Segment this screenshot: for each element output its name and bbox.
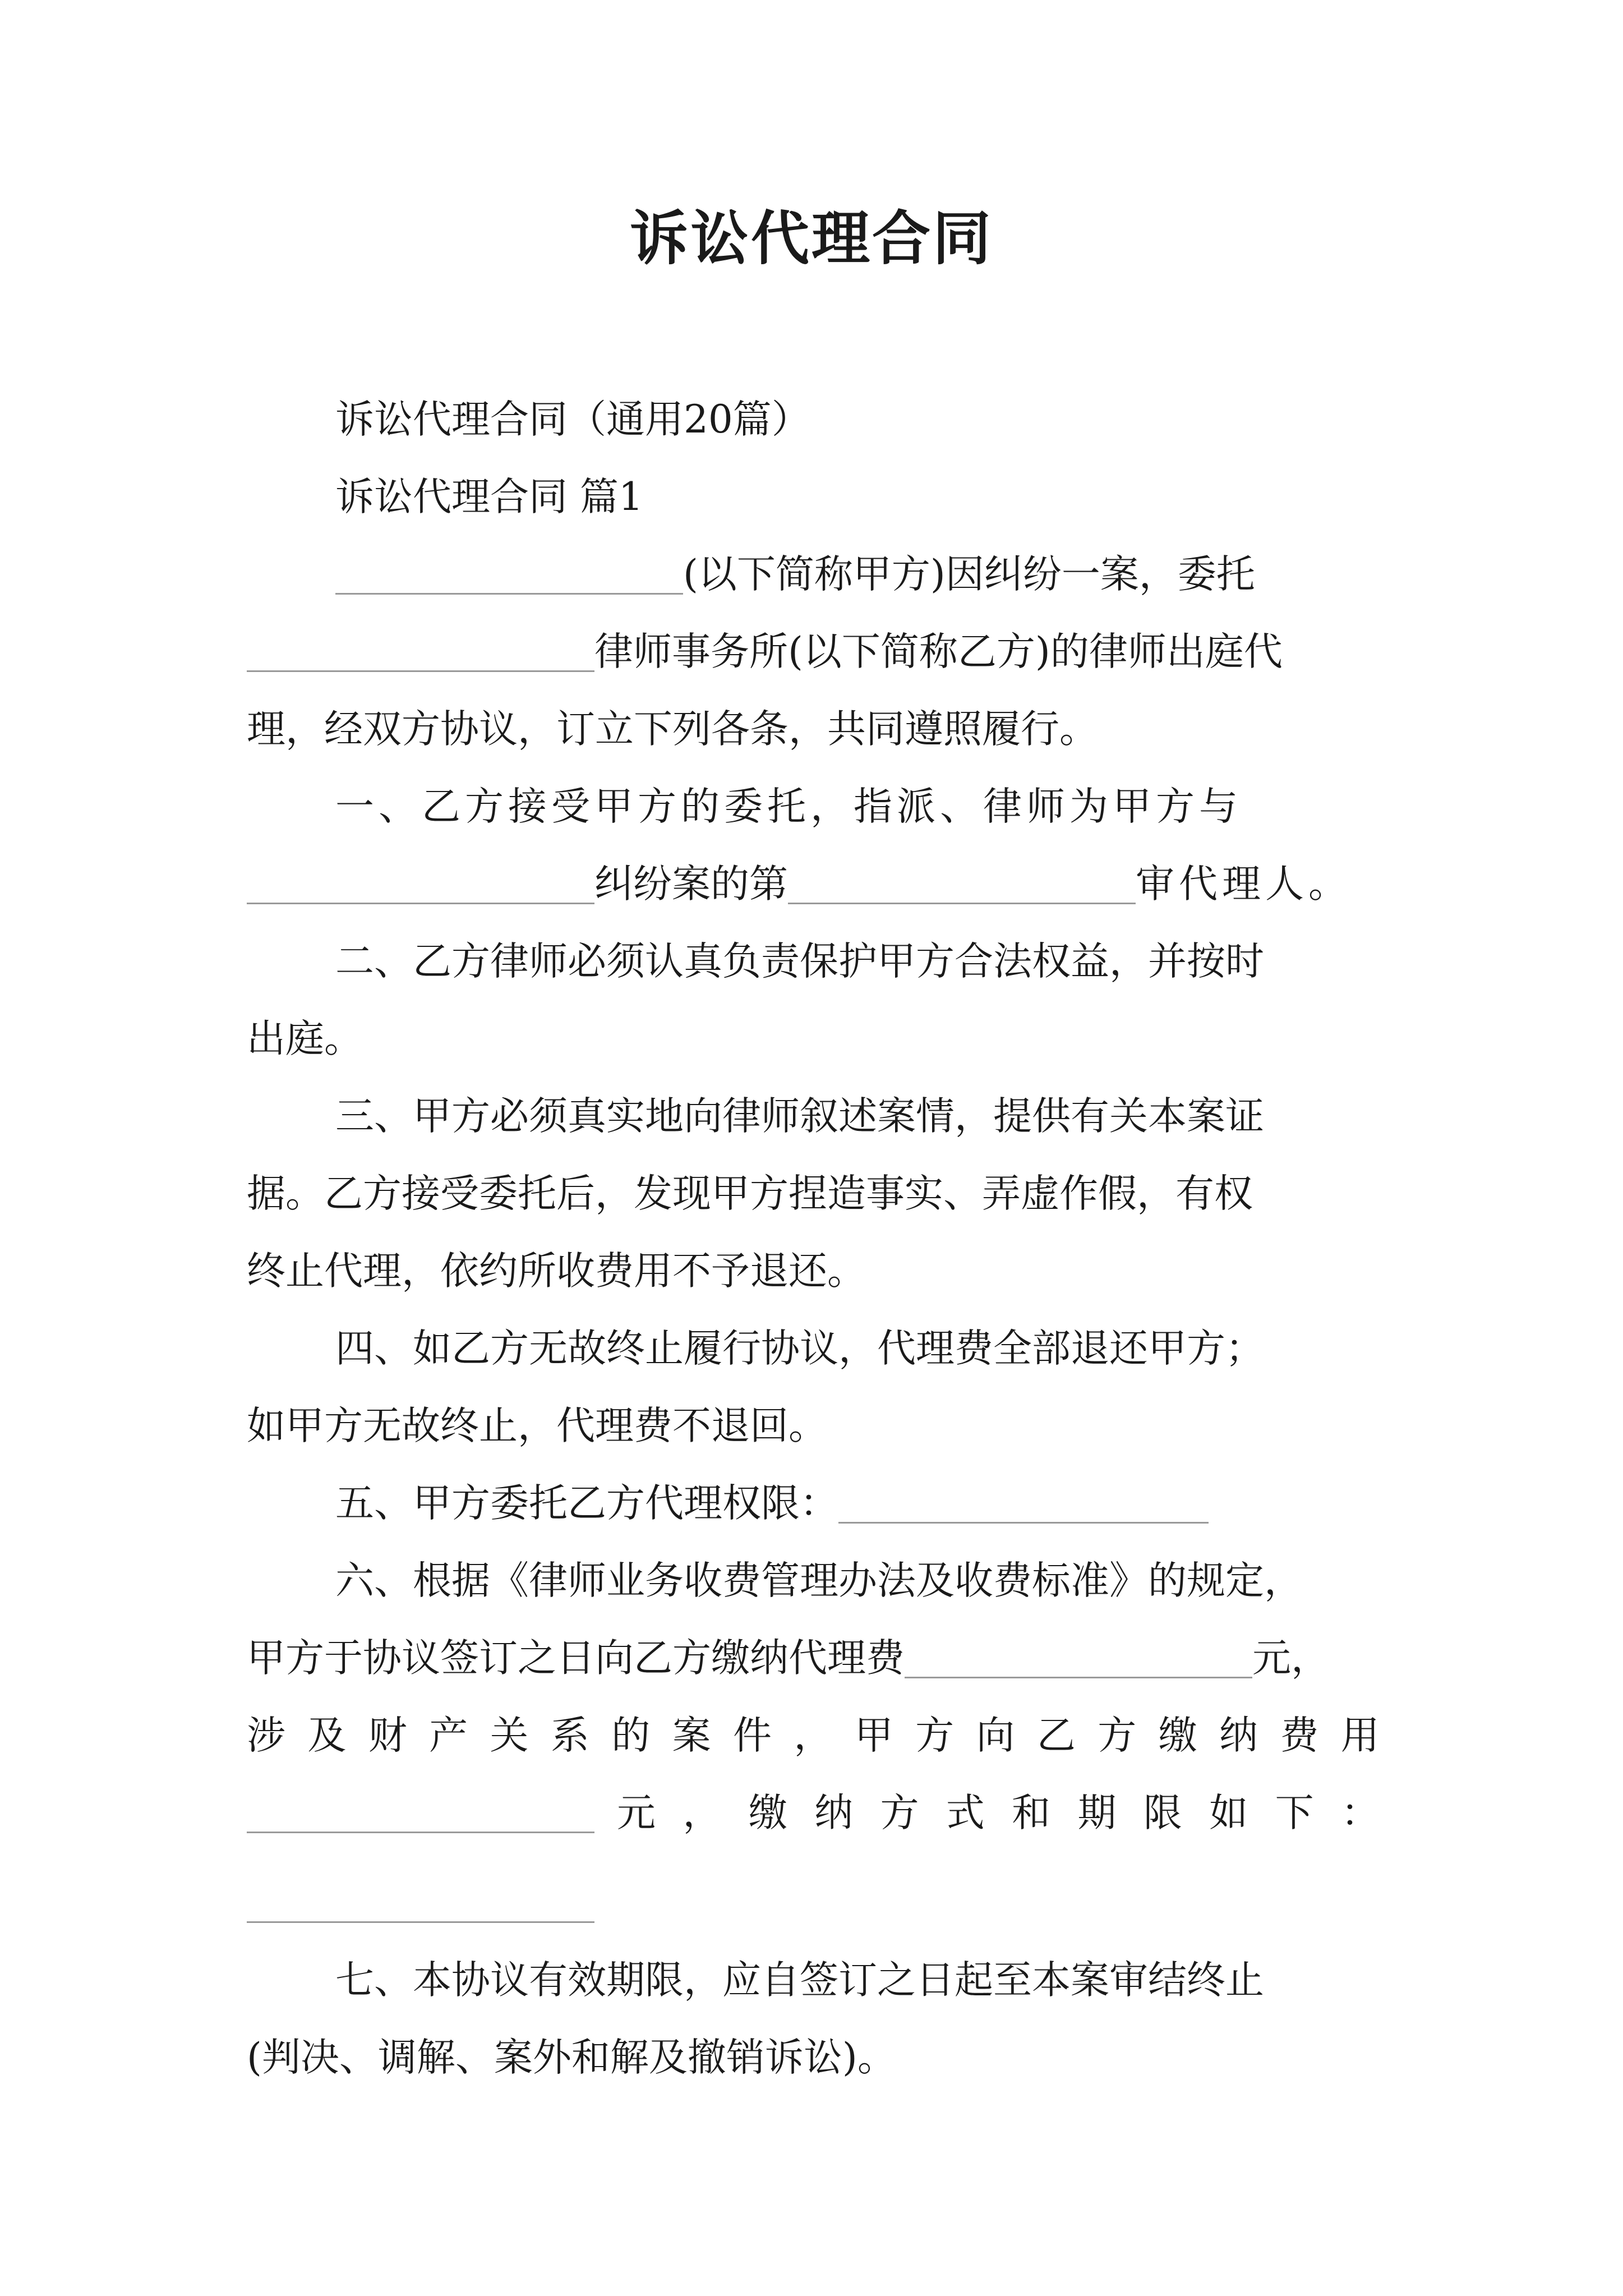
article-6-text-a: 六、根据《律师业务收费管理办法及收费标准》的规定， <box>335 1558 1303 1603</box>
article-1-text-b1: 纠纷案的第 <box>594 862 788 907</box>
article-5-line <box>247 1454 1380 1531</box>
justified-char: 方 <box>915 1713 955 1758</box>
justified-char: 的 <box>611 1713 651 1758</box>
article-2-line-2 <box>247 990 1380 1067</box>
justified-char: 方 <box>1098 1713 1137 1758</box>
section-heading: 诉讼代理合同 篇1 <box>335 475 643 519</box>
article-3-line-2 <box>247 1144 1380 1222</box>
article-6-payment-terms <box>617 1785 1380 1841</box>
justified-char: 下 <box>1275 1791 1314 1835</box>
justified-char: 件 <box>733 1713 772 1758</box>
justified-char: 向 <box>976 1713 1015 1758</box>
justified-char: 财 <box>368 1713 407 1758</box>
authority-scope-blank <box>838 1490 1209 1524</box>
article-3-line-3 <box>247 1222 1380 1299</box>
intro-text-b: 律师事务所(以下简称乙方)的律师出庭代 <box>594 629 1283 674</box>
subtitle: 诉讼代理合同（通用20篇） <box>335 397 810 442</box>
article-6-line-5 <box>247 1841 1380 1931</box>
opposing-party-blank <box>247 871 594 904</box>
article-7-line-1 <box>247 1931 1380 2008</box>
article-6-line-3 <box>247 1686 1380 1764</box>
intro-text-a: (以下简称甲方)因纠纷一案，委托 <box>683 552 1255 597</box>
article-2-line-1 <box>247 912 1380 990</box>
justified-char: 和 <box>1012 1791 1051 1835</box>
justified-char: 用 <box>1340 1713 1380 1758</box>
justified-char: 纳 <box>1219 1713 1258 1758</box>
article-7-line-2 <box>247 2008 1380 2086</box>
justified-char: 关 <box>490 1713 529 1758</box>
justified-char: ： <box>1340 1791 1380 1835</box>
justified-char: 方 <box>880 1791 919 1835</box>
justified-char: ， <box>683 1791 722 1835</box>
article-2-text-b: 出庭。 <box>247 1016 363 1061</box>
payment-terms-blank <box>247 1890 594 1923</box>
justified-char: 缴 <box>1158 1713 1197 1758</box>
intro-line-1 <box>247 525 1380 602</box>
justified-char: 缴 <box>748 1791 787 1835</box>
party-a-blank <box>335 562 683 595</box>
justified-char: 产 <box>429 1713 468 1758</box>
article-4-text-a: 四、如乙方无故终止履行协议，代理费全部退还甲方； <box>335 1326 1264 1371</box>
article-7-text-b: (判决、调解、案外和解及撤销诉讼)。 <box>247 2035 896 2080</box>
article-1-line-1 <box>247 757 1380 835</box>
article-1-text-b2: 审代理人。 <box>1136 862 1352 907</box>
article-6-line-4 <box>247 1764 1380 1841</box>
article-5-text: 五、甲方委托乙方代理权限： <box>335 1481 838 1526</box>
justified-char: 费 <box>1280 1713 1319 1758</box>
trial-instance-blank <box>788 871 1136 904</box>
article-6-line-2 <box>247 1609 1380 1686</box>
justified-char: 如 <box>1209 1791 1248 1835</box>
agency-fee-blank <box>905 1645 1252 1678</box>
article-4-text-b: 如甲方无故终止，代理费不退回。 <box>247 1404 827 1448</box>
article-4-line-2 <box>247 1377 1380 1454</box>
article-1-text-a: 一、乙方接受甲方的委托，指派、律师为甲方与 <box>335 784 1242 829</box>
article-3-text-c: 终止代理，依约所收费用不予退还。 <box>247 1249 866 1294</box>
law-firm-blank <box>247 639 594 672</box>
article-1-line-2 <box>247 835 1380 912</box>
justified-char: 及 <box>307 1713 347 1758</box>
justified-char: 限 <box>1143 1791 1182 1835</box>
intro-line-2 <box>247 602 1380 680</box>
article-7-text-a: 七、本协议有效期限，应自签订之日起至本案审结终止 <box>335 1958 1264 2003</box>
article-6-text-b2: 元， <box>1252 1636 1330 1681</box>
justified-char: 纳 <box>814 1791 854 1835</box>
justified-char: 案 <box>672 1713 711 1758</box>
section-line <box>247 448 1380 525</box>
intro-text-c: 理，经双方协议，订立下列各条，共同遵照履行。 <box>247 707 1098 752</box>
document-title: 诉讼代理合同 <box>629 204 993 273</box>
subtitle-line <box>247 370 1380 448</box>
justified-char: 元 <box>617 1791 656 1835</box>
article-4-line-1 <box>247 1299 1380 1377</box>
justified-char: 期 <box>1077 1791 1117 1835</box>
property-fee-blank <box>247 1800 594 1833</box>
article-3-text-b: 据。乙方接受委托后，发现甲方捏造事实、弄虚作假，有权 <box>247 1171 1253 1216</box>
justified-char: 系 <box>550 1713 589 1758</box>
intro-line-3 <box>247 680 1380 757</box>
document-body <box>247 370 1380 2086</box>
justified-char: 甲 <box>854 1713 893 1758</box>
article-6-line-1 <box>247 1531 1380 1609</box>
article-3-line-1 <box>247 1067 1380 1144</box>
article-2-text-a: 二、乙方律师必须认真负责保护甲方合法权益，并按时 <box>335 939 1264 984</box>
justified-char: 涉 <box>247 1713 285 1758</box>
justified-char: 乙 <box>1036 1713 1076 1758</box>
justified-char: 式 <box>946 1791 985 1835</box>
justified-char: ， <box>794 1713 833 1758</box>
article-6-text-b1: 甲方于协议签订之日向乙方缴纳代理费 <box>247 1636 905 1681</box>
article-3-text-a: 三、甲方必须真实地向律师叙述案情，提供有关本案证 <box>335 1094 1264 1139</box>
